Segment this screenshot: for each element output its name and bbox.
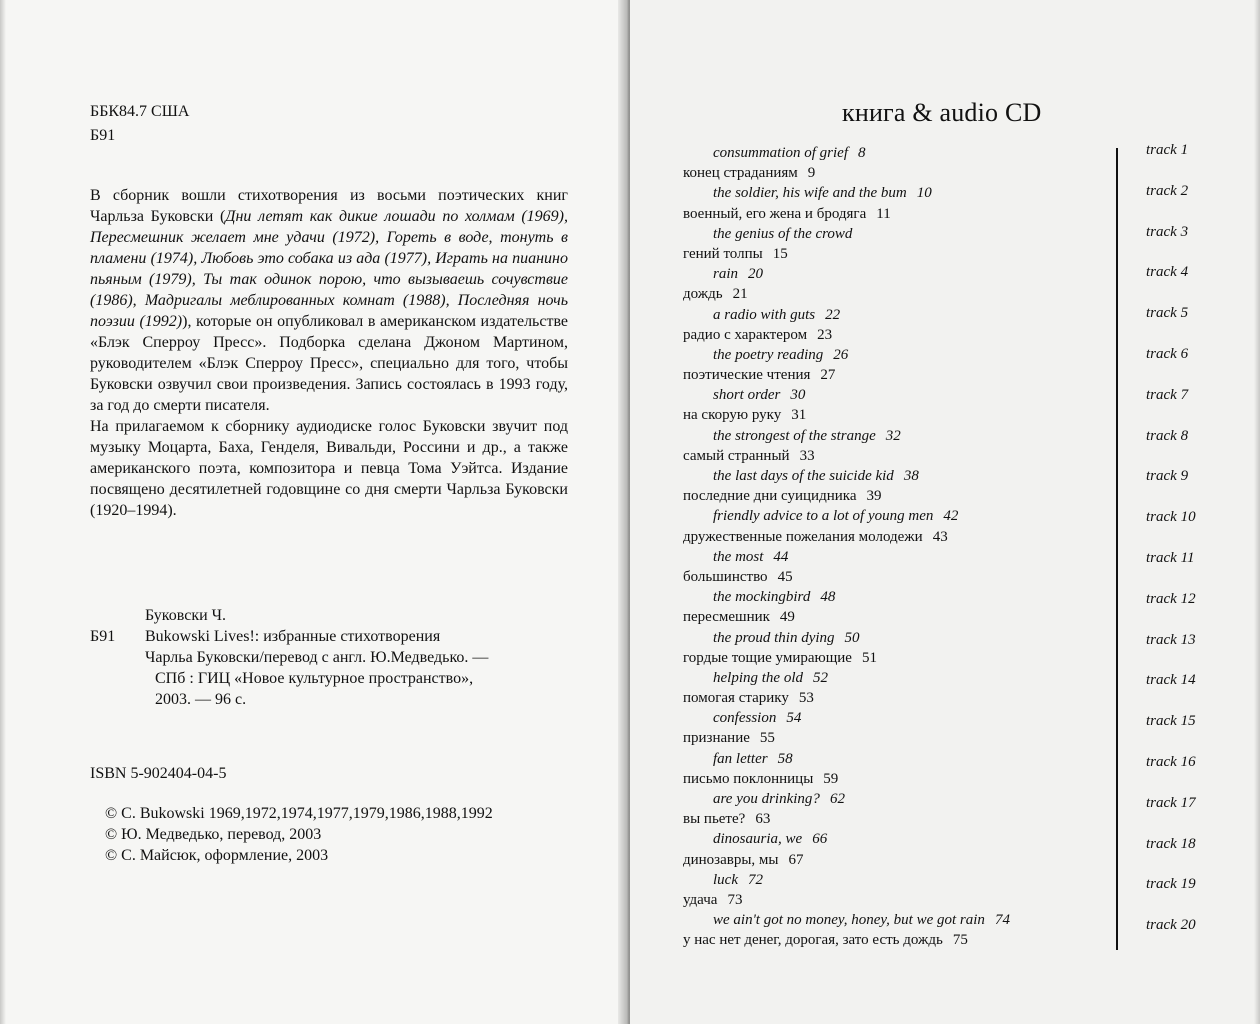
toc-entry-russian [683, 325, 1123, 345]
toc-title: радио с характером [683, 326, 808, 343]
toc-title: friendly advice to a lot of young men [713, 508, 934, 525]
copyright-block [105, 803, 493, 866]
page-edge [1254, 0, 1260, 1024]
toc-entry-russian [683, 204, 1123, 224]
table-of-contents [683, 143, 1123, 951]
toc-page-number: 59 [823, 770, 839, 787]
track-label: track 6 [1146, 345, 1189, 362]
toc-page-number: 42 [943, 508, 959, 525]
toc-entry-russian [683, 486, 1123, 506]
toc-title: the genius of the crowd [713, 225, 853, 242]
toc-page-number: 11 [876, 205, 891, 222]
toc-title: большинство [683, 568, 768, 585]
toc-page-number: 27 [820, 367, 836, 384]
toc-title: a radio with guts [713, 306, 816, 323]
track-label: track 20 [1146, 917, 1196, 934]
toc-title: fan letter [713, 750, 768, 767]
track-label: track 14 [1146, 672, 1196, 689]
toc-entry-russian [683, 688, 1123, 708]
toc-title: самый странный [683, 447, 790, 464]
toc-title: dinosauria, we [713, 831, 803, 848]
toc-title: the proud thin dying [713, 629, 835, 646]
toc-entry-russian [683, 809, 1123, 829]
track-label: track 19 [1146, 876, 1196, 893]
toc-page-number: 39 [866, 488, 882, 505]
toc-title: конец страданиям [683, 165, 798, 182]
toc-entry-english [683, 668, 1123, 688]
left-page [0, 0, 626, 1024]
toc-page-number: 72 [747, 871, 763, 888]
toc-page-number: 52 [813, 669, 828, 686]
catalog-line: СПб : ГИЦ «Новое культурное пространство», [155, 670, 474, 687]
toc-page-number: 54 [786, 710, 802, 727]
toc-title: признание [683, 730, 750, 747]
toc-entry-russian [683, 163, 1123, 183]
track-label: track 16 [1146, 753, 1196, 770]
toc-title: военный, его жена и бродяга [683, 205, 867, 222]
toc-entry-russian [683, 890, 1123, 910]
toc-title: вы пьете? [683, 811, 746, 828]
toc-entry-english [683, 224, 1123, 244]
toc-title: the most [713, 548, 764, 565]
toc-title: гений толпы [683, 245, 763, 262]
toc-title: у нас нет денег, дорогая, зато есть дождь [683, 932, 943, 949]
toc-page-number: 53 [798, 690, 814, 707]
toc-entry-english [683, 587, 1123, 607]
toc-page-number: 58 [777, 750, 793, 767]
annotation-paragraph [90, 416, 568, 521]
toc-title: удача [683, 891, 718, 908]
copyright-line: © Ю. Медведько, перевод, 2003 [105, 826, 322, 843]
toc-title: the strongest of the strange [713, 427, 876, 444]
catalog-author: Буковски Ч. [145, 607, 227, 624]
toc-title: динозавры, мы [683, 851, 779, 868]
toc-page-number: 10 [916, 185, 932, 202]
toc-title: confession [713, 710, 777, 727]
toc-page-number: 38 [903, 468, 919, 484]
toc-entry-english [683, 708, 1123, 728]
toc-entry-english [683, 789, 1123, 809]
toc-title: дождь [683, 286, 723, 303]
toc-entry-russian [683, 769, 1123, 789]
track-label: track 11 [1146, 549, 1195, 566]
catalog-line: Bukowski Lives!: избранные стихотворения [145, 628, 441, 645]
toc-title: последние дни суицидника [683, 488, 857, 505]
toc-entry-russian [683, 567, 1123, 587]
toc-title: гордые тощие умирающие [683, 649, 852, 666]
toc-entry-russian [683, 527, 1123, 547]
annotation-segment: На прилагаемом к сборнику аудиодиске голос Буковски звучит под музыку Моцарта, Баха, Генделя, Вивальди, Россини и др., а также американского поэта, композитора и певца Тома Уэйтса. Издание посвящено десятилетней годовщине со дня смерти Чарльза Буковски (1920–1994). [90, 418, 568, 519]
toc-entry-english [683, 870, 1123, 890]
annotation-segment: В сборник вошли стихотворения из восьми поэтических книг Чарльза Буковски ( [90, 187, 568, 225]
copyright-line: © C. Bukowski 1969,1972,1974,1977,1979,1986,1988,1992 [105, 805, 493, 822]
toc-title: are you drinking? [713, 791, 820, 807]
toc-page-number: 9 [807, 165, 816, 182]
toc-page-number: 20 [748, 266, 764, 283]
toc-entry-russian [683, 446, 1123, 466]
toc-title: helping the old [713, 669, 803, 686]
page-title: книга & audio CD [842, 98, 1042, 127]
toc-entry-russian [683, 244, 1123, 264]
toc-entry-russian [683, 607, 1123, 627]
toc-title: пересмешник [683, 609, 770, 626]
toc-page-number: 75 [952, 932, 968, 949]
toc-page-number: 30 [790, 387, 806, 404]
annotation-paragraph [90, 185, 568, 416]
toc-page-number: 50 [844, 629, 860, 646]
toc-entry-russian [683, 728, 1123, 748]
track-label: track 2 [1146, 182, 1189, 199]
track-label: track 5 [1146, 305, 1189, 322]
toc-page-number: 43 [932, 528, 948, 545]
track-label: track 17 [1146, 794, 1196, 811]
toc-page-number: 63 [755, 811, 771, 828]
toc-entry-russian [683, 930, 1123, 950]
track-label: track 3 [1146, 223, 1189, 240]
toc-page-number: 32 [885, 427, 901, 444]
toc-entry-english [683, 829, 1123, 849]
track-label: track 8 [1146, 427, 1189, 444]
toc-title: поэтические чтения [683, 367, 811, 384]
toc-title: the poetry reading [713, 346, 824, 363]
toc-title: the soldier, his wife and the bum [713, 185, 907, 202]
toc-entry-english [683, 183, 1123, 203]
toc-entry-russian [683, 405, 1123, 425]
track-label: track 7 [1146, 386, 1189, 403]
toc-page-number: 15 [772, 245, 788, 262]
toc-entry-russian [683, 850, 1123, 870]
track-label: track 12 [1146, 590, 1196, 607]
toc-entry-english [683, 345, 1123, 365]
catalog-code: Б91 [90, 628, 116, 645]
right-page [630, 0, 1260, 1024]
toc-title: luck [713, 871, 738, 888]
annotation-text [90, 185, 568, 521]
toc-title: short order [713, 387, 781, 404]
track-label: track 18 [1146, 835, 1196, 852]
annotation-segment: ), которые он опубликовал в американском издательстве «Блэк Сперроу Пресс». Подборка сделана Джоном Мартином, руководителем «Блэк Сперроу Пресс», специально для того, чтобы Буковски озвучил свои произведения. Запись состоялась в 1993 году, за год до смерти писателя. [90, 313, 568, 414]
toc-entry-russian [683, 365, 1123, 385]
toc-entry-english [683, 506, 1123, 526]
author-mark: Б91 [90, 127, 116, 144]
toc-entry-english [683, 749, 1123, 769]
toc-page-number: 23 [817, 326, 833, 343]
copyright-line: © С. Майсюк, оформление, 2003 [105, 847, 329, 864]
toc-page-number: 31 [791, 407, 807, 424]
bbk-code: ББК84.7 США [90, 103, 190, 120]
page-edge [0, 0, 6, 1024]
toc-entry-english [683, 264, 1123, 284]
toc-title: письмо поклонницы [683, 770, 814, 787]
toc-page-number: 73 [727, 891, 743, 908]
track-label: track 13 [1146, 631, 1196, 648]
toc-entry-russian [683, 284, 1123, 304]
toc-entry-english [683, 466, 1123, 486]
bbk-classification [90, 100, 568, 148]
toc-entry-english [683, 385, 1123, 405]
toc-page-number: 66 [812, 831, 828, 848]
toc-page-number: 48 [820, 589, 836, 606]
toc-title: the last days of the suicide kid [713, 468, 894, 484]
catalog-card [90, 605, 488, 710]
toc-entry-english [683, 143, 1123, 163]
toc-entry-english [683, 305, 1123, 325]
toc-page-number: 45 [777, 568, 793, 585]
toc-title: дружественные пожелания молодежи [683, 528, 923, 545]
toc-page-number: 49 [779, 609, 795, 626]
toc-page-number: 67 [788, 851, 804, 868]
track-label: track 1 [1146, 142, 1189, 158]
catalog-line: 2003. — 96 с. [155, 691, 247, 708]
toc-entry-english [683, 628, 1123, 648]
toc-entry-english [683, 547, 1123, 567]
track-label: track 15 [1146, 713, 1196, 730]
toc-entry-english [683, 426, 1123, 446]
track-list [1146, 139, 1196, 955]
catalog-line: Чарльа Буковски/перевод с англ. Ю.Медведько. — [145, 649, 489, 666]
toc-title: the mockingbird [713, 589, 811, 606]
toc-entry-russian [683, 648, 1123, 668]
toc-title: we ain't got no money, honey, but we got rain [713, 912, 985, 929]
book-titles: Дни летят как дикие лошади по холмам (1969), Пересмешник желает мне удачи (1972), Гореть в воде, тонуть в пламени (1974), Любовь это собака из ада (1977), Играть на пианино пьяным (1979), Ты так одинок порою, что вызываешь сочувствие (1986), Мадригалы меблированных комнат (1988), Последняя ночь поэзии (1992) [90, 208, 569, 330]
track-label: track 9 [1146, 468, 1189, 485]
toc-page-number: 26 [833, 346, 849, 363]
toc-entry-english [683, 910, 1123, 930]
toc-page-number: 22 [825, 306, 841, 323]
toc-page-number: 74 [994, 912, 1010, 929]
track-label: track 10 [1146, 509, 1196, 526]
toc-title: rain [713, 266, 739, 283]
toc-page-number: 44 [773, 548, 789, 565]
toc-page-number: 55 [759, 730, 775, 747]
track-label: track 4 [1146, 264, 1189, 281]
toc-page-number: 21 [732, 286, 748, 303]
toc-title: помогая старику [683, 690, 789, 707]
toc-title: consummation of grief [713, 145, 848, 161]
toc-page-number: 62 [829, 791, 845, 807]
toc-title: на скорую руку [683, 407, 782, 424]
toc-page-number: 51 [861, 649, 877, 666]
toc-page-number: 33 [799, 447, 815, 464]
isbn: ISBN 5-902404-04-5 [90, 765, 227, 782]
toc-page-number: 8 [858, 145, 866, 161]
column-divider [1116, 148, 1118, 950]
